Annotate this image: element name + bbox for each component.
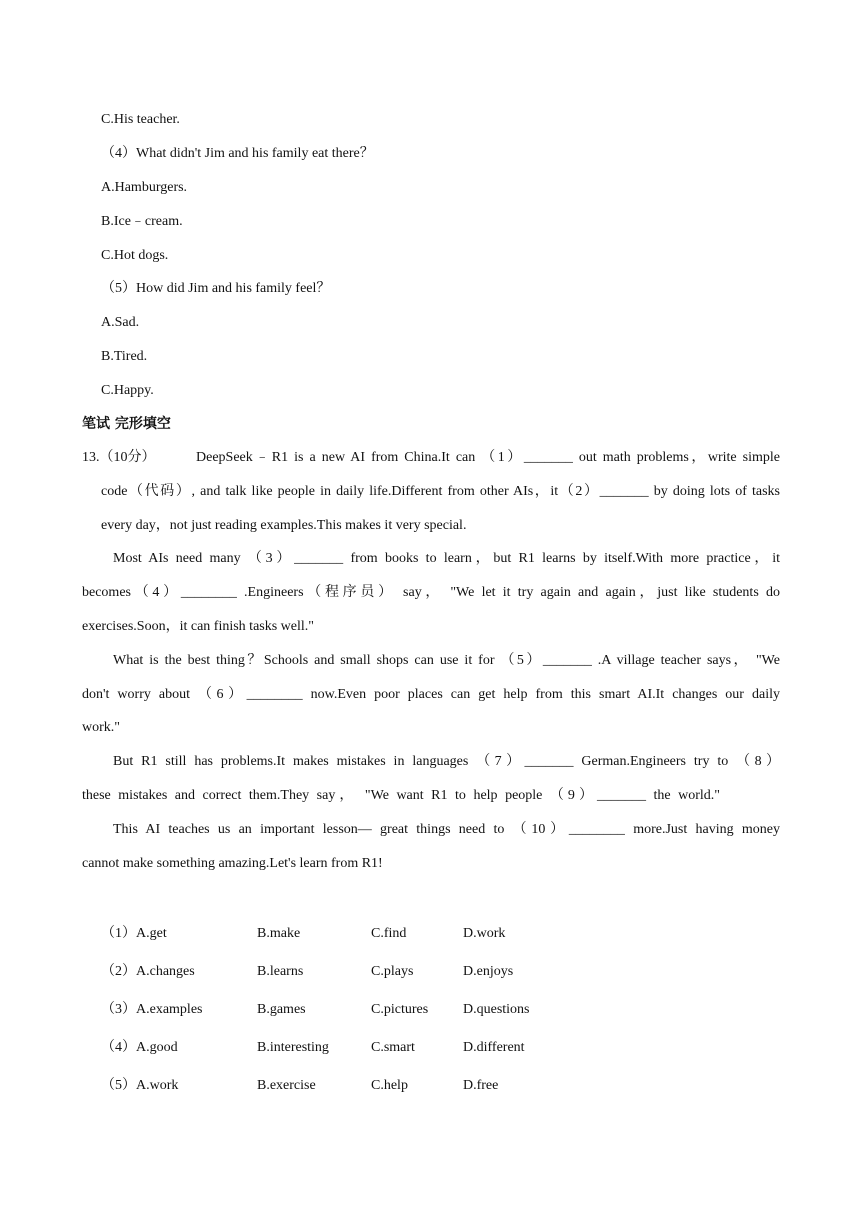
q5-option-b: B.Tired. [101,349,148,364]
question-number: 13.（10分） [82,450,156,465]
option-3-b: B.games [257,1002,306,1017]
option-4-b: B.interesting [257,1040,329,1055]
option-2-a: （2）A.changes [101,964,195,979]
option-1-a: （1）A.get [101,926,167,941]
passage-line: But R1 still has problems.It makes mistakes in languages （7）_______ German.Engineers try to （8） [113,754,780,769]
option-4-d: D.different [463,1040,525,1055]
q3-option-c: C.His teacher. [101,112,180,127]
passage-line: What is the best thing？Schools and small shops can use it for （5）_______ .A village teacher says， "We [113,653,780,668]
q5-stem: （5）How did Jim and his family feel？ [101,281,331,296]
passage-line: don't worry about （6）________ now.Even poor places can get help from this smart AI.It changes our daily [82,687,780,702]
option-3-c: C.pictures [371,1002,429,1017]
option-5-c: C.help [371,1078,408,1093]
q4-option-c: C.Hot dogs. [101,248,169,263]
passage-line: This AI teaches us an important lesson— great things need to （10）________ more.Just having money [113,822,780,837]
passage-line: every day，not just reading examples.This makes it very special. [101,518,467,533]
section-heading: 笔试 完形填空 [82,416,171,432]
option-1-b: B.make [257,926,301,941]
option-2-b: B.learns [257,964,304,979]
passage-line: these mistakes and correct them.They say， "We want R1 to help people （9）_______ the world." [82,788,720,803]
passage-line: Most AIs need many （3）_______ from books to learn，but R1 learns by itself.With more practice，it [113,551,780,566]
q4-option-b: B.Ice﹣cream. [101,214,183,229]
q4-option-a: A.Hamburgers. [101,180,188,195]
q5-option-a: A.Sad. [101,315,140,330]
option-5-a: （5）A.work [101,1078,179,1093]
option-4-a: （4）A.good [101,1040,178,1055]
passage-line: work." [82,720,120,735]
q4-stem: （4）What didn't Jim and his family eat there？ [101,146,374,161]
option-2-d: D.enjoys [463,964,514,979]
passage-line: becomes（4）________ .Engineers（程序员） say， "We let it try again and again，just like students do [82,585,780,600]
option-1-d: D.work [463,926,506,941]
q5-option-c: C.Happy. [101,383,154,398]
passage-line: code（代码）, and talk like people in daily life.Different from other AIs，it（2）_______ by doing lots of tasks [101,484,780,499]
option-5-d: D.free [463,1078,499,1093]
passage-line: cannot make something amazing.Let's learn from R1! [82,856,383,871]
option-3-a: （3）A.examples [101,1002,203,1017]
passage-line: DeepSeek﹣R1 is a new AI from China.It can （1）_______ out math problems，write simple [196,450,780,465]
option-2-c: C.plays [371,964,414,979]
option-3-d: D.questions [463,1002,530,1017]
option-1-c: C.find [371,926,407,941]
option-5-b: B.exercise [257,1078,316,1093]
passage-line: exercises.Soon，it can finish tasks well." [82,619,315,634]
option-4-c: C.smart [371,1040,415,1055]
